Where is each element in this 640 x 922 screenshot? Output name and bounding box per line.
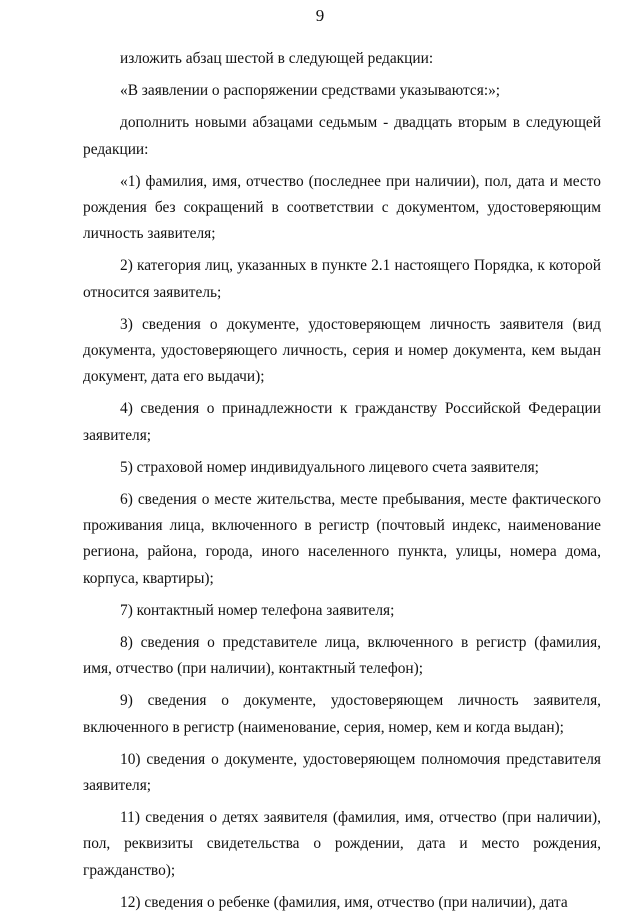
list-item-4: 4) сведения о принадлежности к гражданству Российской Федерации заявителя;: [83, 400, 601, 444]
paragraph-amend-instruction: изложить абзац шестой в следующей редакции:: [120, 50, 434, 67]
list-item-11: 11) сведения о детях заявителя (фамилия, имя, отчество (при наличии), пол, реквизиты свидетельства о рождении, дата и место рождения, гражданство);: [83, 809, 601, 879]
paragraph-new-wording: «В заявлении о распоряжении средствами указываются:»;: [120, 82, 501, 100]
list-item-9: 9) сведения о документе, удостоверяющем личность заявителя, включенного в регистр (наименование, серия, номер, кем и когда выдан);: [83, 692, 601, 736]
list-item-6: 6) сведения о месте жительства, месте пребывания, месте фактического проживания лица, включенного в регистр (почтовый индекс, наименование региона, района, города, иного населенного пункта, улицы, номера дома, корпуса, квартиры);: [83, 491, 601, 587]
paragraph-supplement-instruction: дополнить новыми абзацами седьмым - двадцать вторым в следующей редакции:: [83, 114, 601, 158]
page-number: 9: [315, 6, 325, 25]
list-item-12: 12) сведения о ребенке (фамилия, имя, отчество (при наличии), дата: [120, 893, 568, 911]
document-body: [83, 46, 601, 922]
list-item-5: 5) страховой номер индивидуального лицевого счета заявителя;: [120, 458, 539, 476]
list-item-2: 2) категория лиц, указанных в пункте 2.1 настоящего Порядка, к которой относится заявитель;: [83, 257, 601, 301]
list-item-7: 7) контактный номер телефона заявителя;: [120, 601, 395, 619]
list-item-8: 8) сведения о представителе лица, включенного в регистр (фамилия, имя, отчество (при наличии), контактный телефон);: [83, 634, 601, 678]
list-item-10: 10) сведения о документе, удостоверяющем полномочия представителя заявителя;: [83, 750, 601, 795]
list-item-3: 3) сведения о документе, удостоверяющем личность заявителя (вид документа, удостоверяющего личность, серия и номер документа, кем выдан документ, дата его выдачи);: [83, 315, 601, 386]
list-item-1: «1) фамилия, имя, отчество (последнее при наличии), пол, дата и место рождения без сокращений в соответствии с документом, удостоверяющим личность заявителя;: [83, 172, 601, 243]
